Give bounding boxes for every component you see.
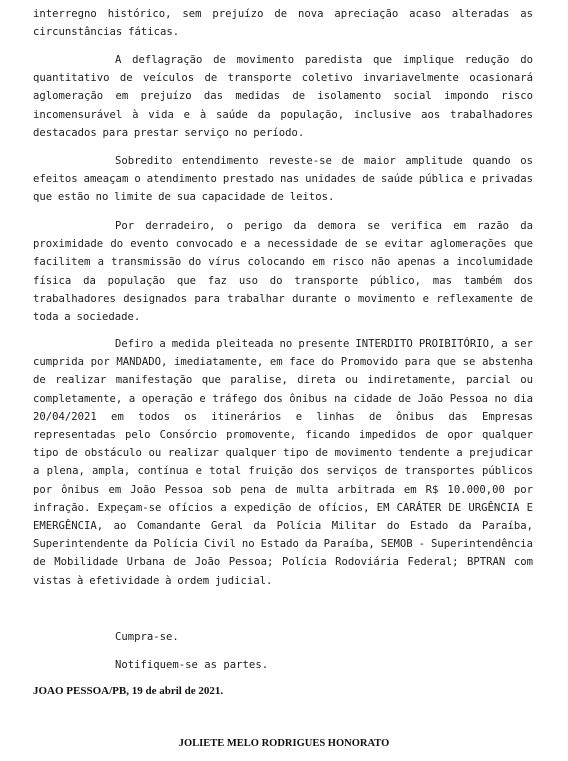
signer-name: JOLIETE MELO RODRIGUES HONORATO — [178, 738, 390, 749]
paragraph-interregno: interregno histórico, sem prejuízo de nova apreciação acaso alteradas as circunstâncias fáticas. — [33, 8, 533, 39]
paragraph-derradeiro: Por derradeiro, o perigo da demora se verifica em razão da proximidade do evento convocado e a necessidade de se evitar aglomerações que facilitem a transmissão do vírus colocando em risco não apenas a incolumidade física da população que faz uso do transporte público, mas também dos trabalhadores designados para trabalhar durante o movimento e reflexamente de toda a sociedade. — [33, 220, 533, 324]
cumpra-se-text: Cumpra-se. — [115, 631, 179, 643]
paragraph-sobredito: Sobredito entendimento reveste-se de maior amplitude quando os efeitos ameaçam o atendimento prestado nas unidades de saúde pública e privadas que estão no limite de sua capacidade de leitos. — [33, 155, 533, 204]
paragraph-defiro: Defiro a medida pleiteada no presente INTERDITO PROIBITÓRIO, a ser cumprida por MANDADO, imediatamente, em face do Promovido para que se abstenha de realizar manifestação que paralise, direta ou indiretamente, parcial ou completamente, a operação e tráfego dos ônibus na cidade de João Pessoa no dia 20/04/2021 em todos os itinerários e linhas de ônibus das Empresas representadas pelo Consórcio promovente, ficando impedidos de opor qualquer tipo de obstáculo ou realizar qualquer tipo de movimento tendente a prejudicar a plena, ampla, contínua e total fruição dos serviços de transportes públicos por ônibus em João Pessoa sob pena de multa arbitrada em R$ 10.000,00 por infração. Expeçam-se ofícios a expedição de ofícios, EM CARÁTER DE URGÊNCIA E EMERGÊNCIA, ao Comandante Geral da Polícia Militar do Estado da Paraíba, Superintendente da Polícia Civil no Estado da Paraíba, SEMOB - Superintendência de Mobilidade Urbana de João Pessoa; Polícia Rodoviária Federal; BPTRAN com vistas à efetividade à ordem judicial. — [33, 338, 533, 587]
place-date: JOAO PESSOA/PB, 19 de abril de 2021. — [33, 685, 224, 697]
notifiquem-text: Notifiquem-se as partes. — [115, 659, 269, 671]
paragraph-deflagracao: A deflagração de movimento paredista que implique redução do quantitativo de veículos de transporte coletivo invariavelmente ocasionará aglomeração em prejuízo das medidas de isolamento social impondo risco incomensurável à vida e à saúde da população, inclusive aos trabalhadores destacados para prestar serviço no período. — [33, 54, 533, 139]
